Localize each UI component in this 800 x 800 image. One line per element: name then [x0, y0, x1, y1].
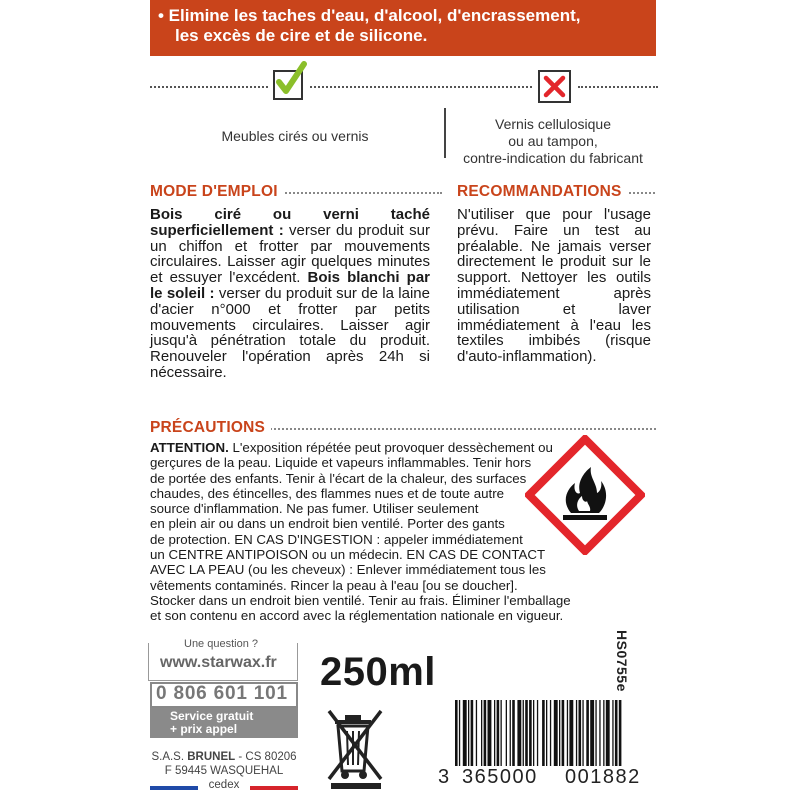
- barcode-bar: [476, 700, 477, 766]
- barcode-bar: [615, 700, 618, 766]
- benefit-banner: [150, 0, 656, 56]
- barcode: [455, 700, 660, 766]
- mode-emploi-text: Bois ciré ou verni taché superficiellement : verser du produit sur un chiffon et frotter par mouvements circulaires. Laisser agir quelques minutes et essuyer l'excédent. Bois blanchi par le soleil : verser du produit sur de la laine d'acier n°000 et frotter par petits mouvements circulaires. Laisser agir jusqu'à pénétration totale du produit. Renouveler l'opération après 24h si nécessaire.: [150, 206, 430, 381]
- service-badge: Service gratuit + prix appel: [150, 708, 298, 738]
- barcode-bar: [455, 700, 458, 766]
- question-label: Une question ?: [180, 638, 262, 650]
- barcode-bar: [569, 700, 573, 766]
- banner-line-1: • Elimine les taches d'eau, d'alcool, d'encrassement,: [158, 6, 581, 25]
- barcode-bar: [603, 700, 604, 766]
- flag-stripe-red: [250, 786, 298, 790]
- barcode-bar: [512, 700, 515, 766]
- barcode-bar: [533, 700, 534, 766]
- barcode-digit-first: 3: [438, 766, 451, 788]
- product-code: HS0755e: [614, 630, 630, 692]
- mode-emploi-title: MODE D'EMPLOI: [150, 183, 284, 201]
- barcode-bar: [523, 700, 524, 766]
- suitable-surfaces: Meubles cirés ou vernis: [221, 128, 369, 144]
- barcode-bar: [582, 700, 583, 766]
- barcode-bar: [506, 700, 507, 766]
- banner-line-2: les excès de cire et de silicone.: [175, 26, 428, 45]
- barcode-bar: [586, 700, 589, 766]
- barcode-bar: [554, 700, 558, 766]
- barcode-bar: [542, 700, 545, 766]
- checkmark-icon: [273, 70, 303, 100]
- barcode-bar: [510, 700, 511, 766]
- unsuitable-surfaces: Vernis cellulosique ou au tampon, contre-indication du fabricant: [463, 116, 643, 166]
- phone-number[interactable]: 0 806 601 101: [156, 683, 288, 704]
- volume-label: 250ml: [320, 650, 436, 694]
- cross-icon: [538, 70, 571, 103]
- barcode-bar: [463, 700, 467, 766]
- flammable-hazard-icon: [525, 435, 645, 555]
- barcode-bar: [525, 700, 528, 766]
- barcode-bar: [471, 700, 474, 766]
- barcode-bar: [619, 700, 622, 766]
- barcode-digits-left: 365000: [462, 766, 538, 788]
- barcode-bar: [562, 700, 565, 766]
- barcode-bar: [488, 700, 492, 766]
- barcode-bar: [579, 700, 582, 766]
- barcode-digits-right: 001882: [565, 766, 641, 788]
- barcode-bar: [595, 700, 596, 766]
- barcode-bar: [606, 700, 610, 766]
- barcode-bar: [567, 700, 568, 766]
- barcode-bar: [484, 700, 487, 766]
- precautions-title: PRÉCAUTIONS: [150, 419, 271, 437]
- crossed-bin-icon: [325, 705, 390, 790]
- precautions-text: ATTENTION. L'exposition répétée peut provoquer dessèchement ou gerçures de la peau. Liquide et vapeurs inflammables. Tenir hors de portée des enfants. Tenir à l'écart de la chaleur, des surfaces chaudes, des étincelles, des flammes nues et de toute autre source d'inflammation. Ne pas fumer. Utiliser seulement en plein air ou dans un endroit bien ventilé. Porter des gants de protection. EN CAS D'INGESTION : appeler immédiatement un CENTRE ANTIPOISON ou un médecin. EN CAS DE CONTACT AVEC LA PEAU (ou les cheveux) : Enlever immédiatement tous les vêtements contaminés. Rincer la peau à l'eau [ou se doucher]. Stocker dans un endroit bien ventilé. Tenir au frais. Éliminer l'emballage et son contenu en accord avec la réglementation nationale en vigueur.: [150, 440, 571, 624]
- vertical-divider: [444, 108, 446, 158]
- barcode-bar: [468, 700, 469, 766]
- divider: [578, 86, 658, 88]
- barcode-bar: [537, 700, 538, 766]
- barcode-bar: [494, 700, 495, 766]
- barcode-bar: [459, 700, 460, 766]
- barcode-bar: [559, 700, 560, 766]
- barcode-bar: [501, 700, 502, 766]
- divider: [310, 86, 532, 88]
- barcode-bar: [550, 700, 551, 766]
- barcode-bar: [546, 700, 547, 766]
- company-address: S.A.S. BRUNEL - CS 80206 F 59445 WASQUEHAL cedex: [151, 751, 297, 791]
- flag-stripe-blue: [150, 786, 198, 790]
- divider: [150, 86, 268, 88]
- barcode-bar: [529, 700, 532, 766]
- barcode-bar: [590, 700, 594, 766]
- barcode-bar: [517, 700, 521, 766]
- website-link[interactable]: www.starwax.fr: [160, 654, 277, 671]
- recommandations-title: RECOMMANDATIONS: [457, 183, 628, 201]
- barcode-bar: [612, 700, 613, 766]
- recommandations-text: N'utiliser que pour l'usage prévu. Faire un test au préalable. Ne jamais verser directement le produit sur le support. Nettoyer les outils immédiatement après utilisation et laver immédiatement à l'eau les textiles imbibés (risque d'auto-inflammation).: [457, 206, 651, 366]
- barcode-bar: [481, 700, 482, 766]
- barcode-bar: [576, 700, 577, 766]
- barcode-bar: [497, 700, 500, 766]
- barcode-bar: [599, 700, 600, 766]
